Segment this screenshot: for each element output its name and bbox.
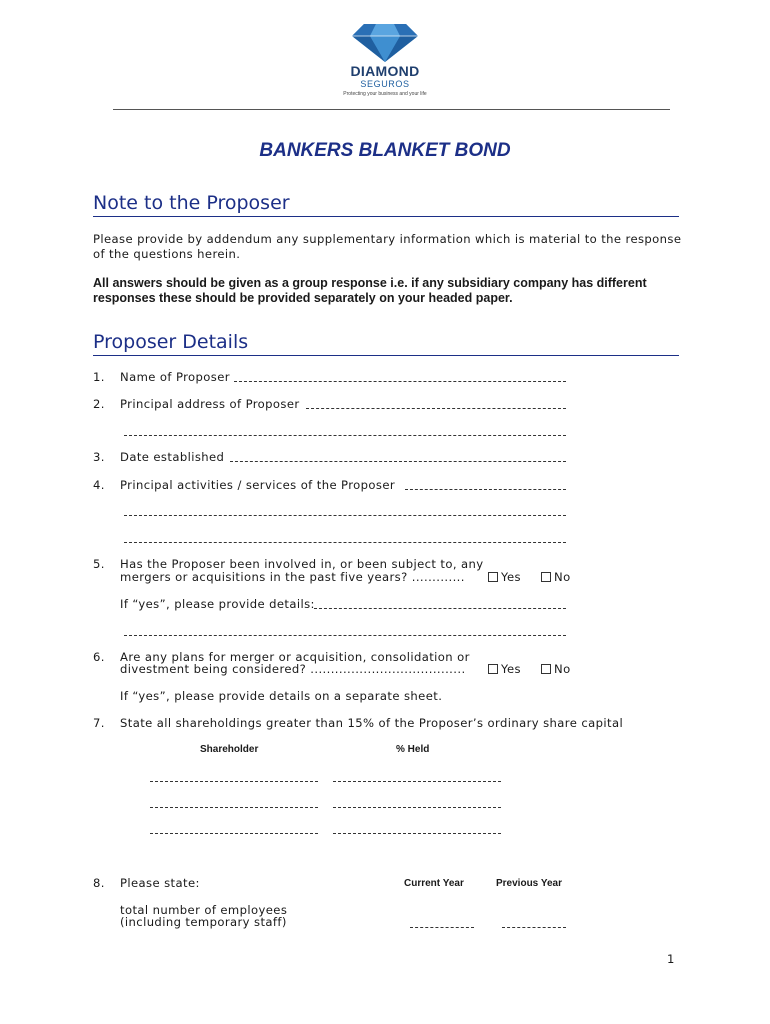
- q8-row-label-2: (including temporary staff): [120, 915, 287, 929]
- note-paragraph-2: All answers should be given as a group response i.e. if any subsidiary company has different responses these should be provided separately on your headed paper.: [93, 276, 647, 305]
- diamond-logo-icon: [352, 24, 418, 62]
- q5-number: 5.: [93, 557, 105, 571]
- q5-yes-label: Yes: [501, 570, 521, 584]
- q2-answer-line[interactable]: [306, 408, 566, 409]
- q5-details-line-2[interactable]: [124, 635, 566, 636]
- q4-answer-line-3[interactable]: [124, 542, 566, 543]
- brand-name: DIAMOND: [350, 63, 420, 79]
- page-number: 1: [667, 952, 675, 966]
- q5-yes-option[interactable]: [488, 570, 521, 584]
- header-divider: [113, 109, 670, 110]
- q3-answer-line[interactable]: [230, 461, 566, 462]
- q6-no-option[interactable]: [541, 662, 571, 676]
- q7-shareholder-line-3[interactable]: [150, 833, 318, 834]
- q4-label: Principal activities / services of the Proposer: [120, 478, 396, 492]
- q6-yes-option[interactable]: [488, 662, 521, 676]
- q4-number: 4.: [93, 478, 105, 492]
- q3-number: 3.: [93, 450, 105, 464]
- q6-line-1: Are any plans for merger or acquisition, consolidation or: [120, 650, 470, 664]
- q8-label: Please state:: [120, 876, 200, 890]
- q6-number: 6.: [93, 650, 105, 664]
- q7-held-line-1[interactable]: [333, 781, 501, 782]
- q7-held-line-2[interactable]: [333, 807, 501, 808]
- q7-shareholder-line-2[interactable]: [150, 807, 318, 808]
- q1-answer-line[interactable]: [234, 381, 566, 382]
- note-heading: Note to the Proposer: [93, 192, 290, 214]
- q5-details-line[interactable]: [314, 608, 566, 609]
- q7-col-held: % Held: [396, 744, 430, 755]
- q7-held-line-3[interactable]: [333, 833, 501, 834]
- document-title: BANKERS BLANKET BOND: [259, 140, 511, 161]
- q7-number: 7.: [93, 716, 105, 730]
- q5-followup-label: If “yes”, please provide details:: [120, 597, 315, 611]
- q7-col-shareholder: Shareholder: [200, 744, 259, 755]
- q4-answer-line[interactable]: [405, 489, 566, 490]
- proposer-heading-rule: [93, 355, 679, 356]
- q8-number: 8.: [93, 876, 105, 890]
- brand-sub: SEGUROS: [360, 79, 410, 89]
- q2-answer-line-2[interactable]: [124, 435, 566, 436]
- q7-shareholder-line-1[interactable]: [150, 781, 318, 782]
- q6-followup-label: If “yes”, please provide details on a separate sheet.: [120, 689, 443, 703]
- q5-no-label: No: [554, 570, 571, 584]
- q4-answer-line-2[interactable]: [124, 515, 566, 516]
- q2-label: Principal address of Proposer: [120, 397, 300, 411]
- q8-col-current-year: Current Year: [404, 878, 464, 889]
- proposer-heading: Proposer Details: [93, 331, 249, 353]
- q3-label: Date established: [120, 450, 225, 464]
- brand-tagline: Protecting your business and your life: [343, 91, 427, 97]
- note-paragraph-1: Please provide by addendum any supplementary information which is material to the response of the questions herein.: [93, 232, 682, 261]
- q5-yes-checkbox[interactable]: [488, 572, 498, 582]
- q6-line-2: divestment being considered? ......................................: [120, 662, 466, 676]
- q6-no-checkbox[interactable]: [541, 664, 551, 674]
- q8-current-year-line[interactable]: [410, 927, 474, 928]
- q8-row-label-1: total number of employees: [120, 903, 288, 917]
- q2-number: 2.: [93, 397, 105, 411]
- q1-label: Name of Proposer: [120, 370, 230, 384]
- q6-no-label: No: [554, 662, 571, 676]
- q1-number: 1.: [93, 370, 105, 384]
- q6-yes-checkbox[interactable]: [488, 664, 498, 674]
- q7-label: State all shareholdings greater than 15% of the Proposer’s ordinary share capital: [120, 716, 624, 730]
- q5-no-checkbox[interactable]: [541, 572, 551, 582]
- q8-previous-year-line[interactable]: [502, 927, 566, 928]
- q8-col-previous-year: Previous Year: [496, 878, 562, 889]
- q5-line-2: mergers or acquisitions in the past five years? .............: [120, 570, 465, 584]
- q5-no-option[interactable]: [541, 570, 571, 584]
- note-heading-rule: [93, 216, 679, 217]
- q5-line-1: Has the Proposer been involved in, or been subject to, any: [120, 557, 484, 571]
- q6-yes-label: Yes: [501, 662, 521, 676]
